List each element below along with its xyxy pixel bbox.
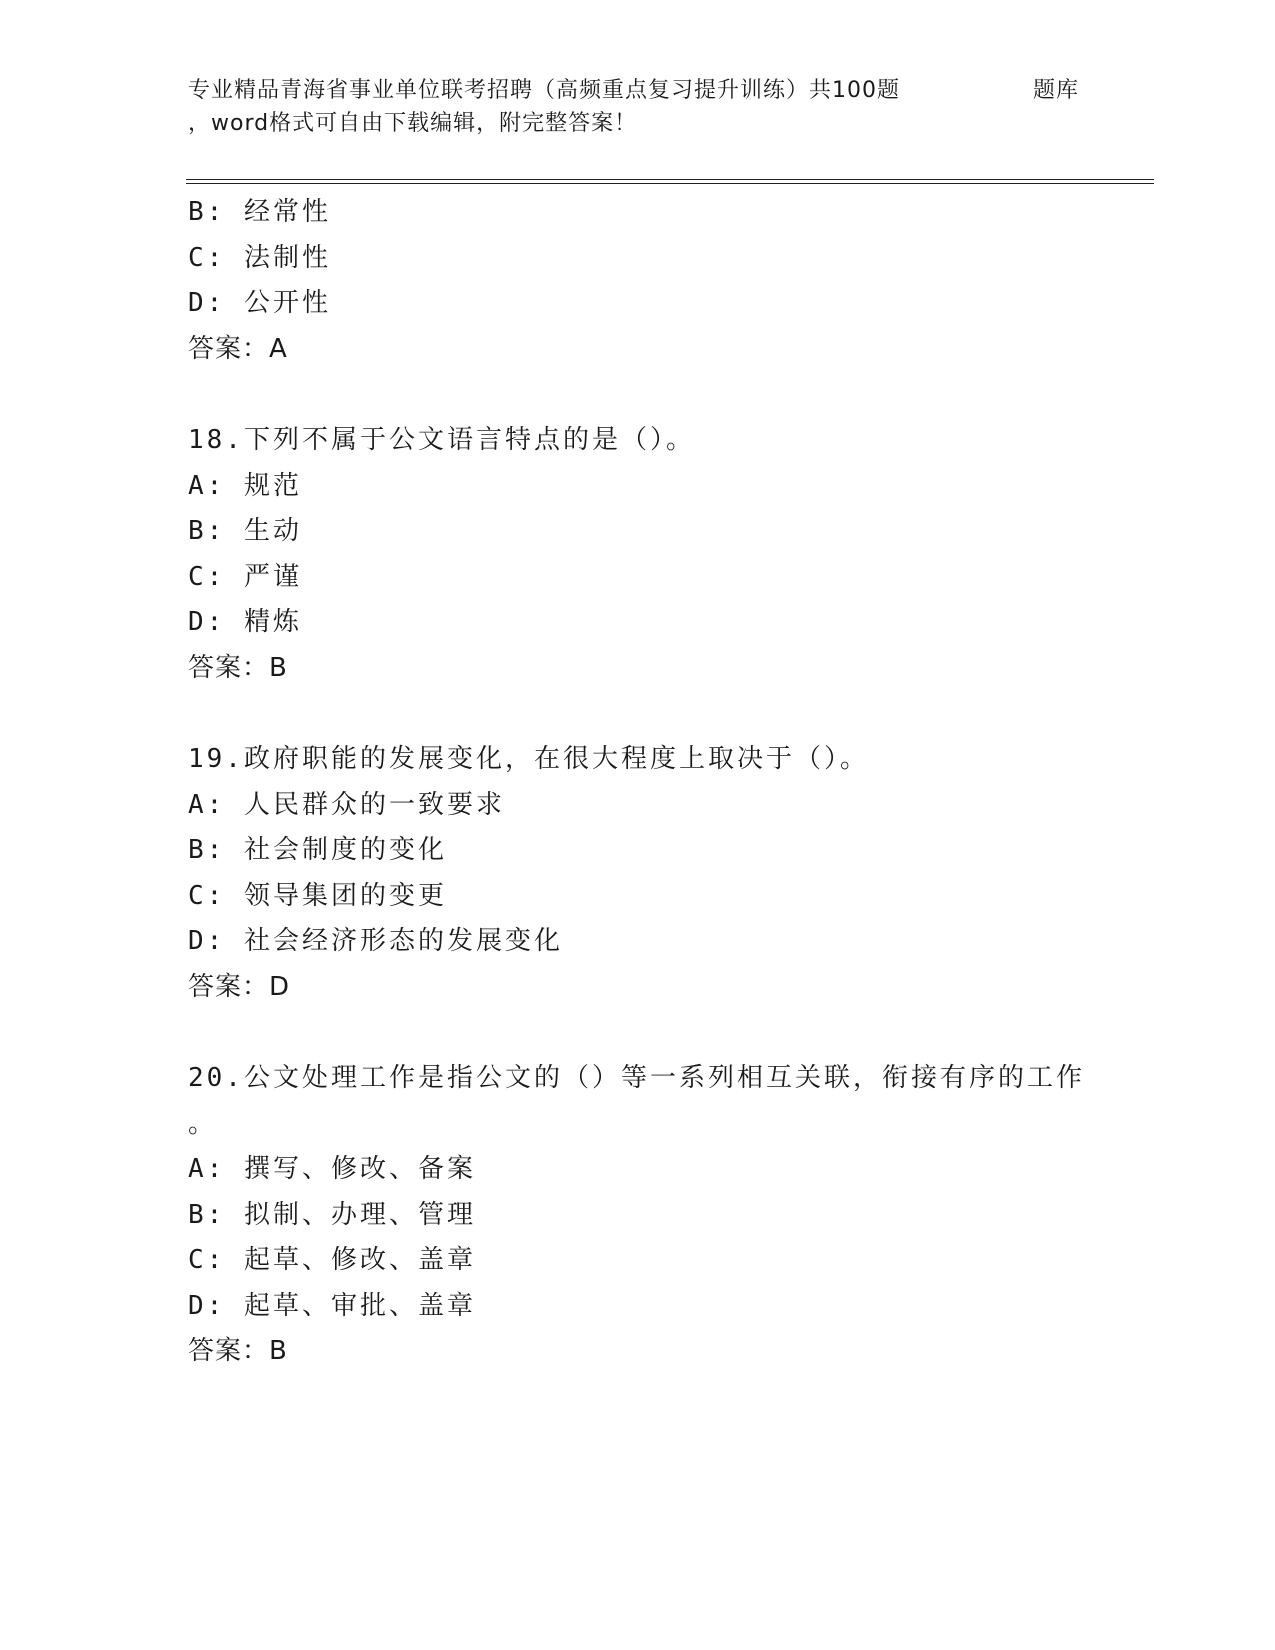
answer: 答案：B bbox=[188, 652, 288, 683]
header-title-line1 bbox=[188, 74, 1088, 107]
option-b: B: 生动 bbox=[188, 516, 302, 546]
spacer bbox=[188, 1010, 1138, 1056]
option-a: A: 人民群众的一致要求 bbox=[188, 789, 505, 820]
option-b: B: 经常性 bbox=[188, 197, 331, 227]
option-a: A: 规范 bbox=[188, 470, 302, 501]
option-d: D: 公开性 bbox=[188, 288, 331, 318]
option-b: B: 拟制、办理、管理 bbox=[188, 1199, 476, 1230]
option-a: A: 撰写、修改、备案 bbox=[188, 1154, 476, 1184]
header-title: 专业精品青海省事业单位联考招聘（高频重点复习提升训练）共100题 bbox=[188, 78, 900, 103]
question-stem: 20.公文处理工作是指公文的（）等一系列相互关联，衔接有序的工作 bbox=[188, 1063, 1085, 1093]
answer: 答案：A bbox=[188, 333, 288, 364]
spacer bbox=[188, 372, 1138, 418]
header-rule-top bbox=[186, 179, 1154, 180]
question-stem: 18.下列不属于公文语言特点的是（）。 bbox=[188, 425, 695, 455]
question-19 bbox=[188, 737, 1138, 1010]
header-title-line2: ，word格式可自由下载编辑，附完整答案！ bbox=[188, 111, 638, 136]
answer: 答案：D bbox=[188, 971, 291, 1002]
question-20 bbox=[188, 1056, 1138, 1375]
question-list bbox=[188, 190, 1138, 1375]
option-d: D: 社会经济形态的发展变化 bbox=[188, 926, 563, 956]
option-d: D: 精炼 bbox=[188, 607, 302, 637]
option-b: B: 社会制度的变化 bbox=[188, 835, 447, 865]
header-rule-bottom bbox=[186, 183, 1154, 184]
header-tag: 题库 bbox=[1033, 78, 1080, 103]
question-18 bbox=[188, 418, 1138, 691]
option-c: C: 起草、修改、盖章 bbox=[188, 1245, 476, 1275]
option-c: C: 领导集团的变更 bbox=[188, 880, 447, 911]
question-stem-continued: 。 bbox=[188, 1108, 218, 1139]
question-17-continued bbox=[188, 190, 1138, 372]
answer: 答案：B bbox=[188, 1336, 288, 1366]
page-header bbox=[188, 74, 1088, 140]
option-c: C: 法制性 bbox=[188, 242, 331, 273]
option-d: D: 起草、审批、盖章 bbox=[188, 1290, 476, 1321]
question-stem: 19.政府职能的发展变化，在很大程度上取决于（）。 bbox=[188, 744, 869, 774]
option-c: C: 严谨 bbox=[188, 561, 302, 592]
spacer bbox=[188, 691, 1138, 737]
